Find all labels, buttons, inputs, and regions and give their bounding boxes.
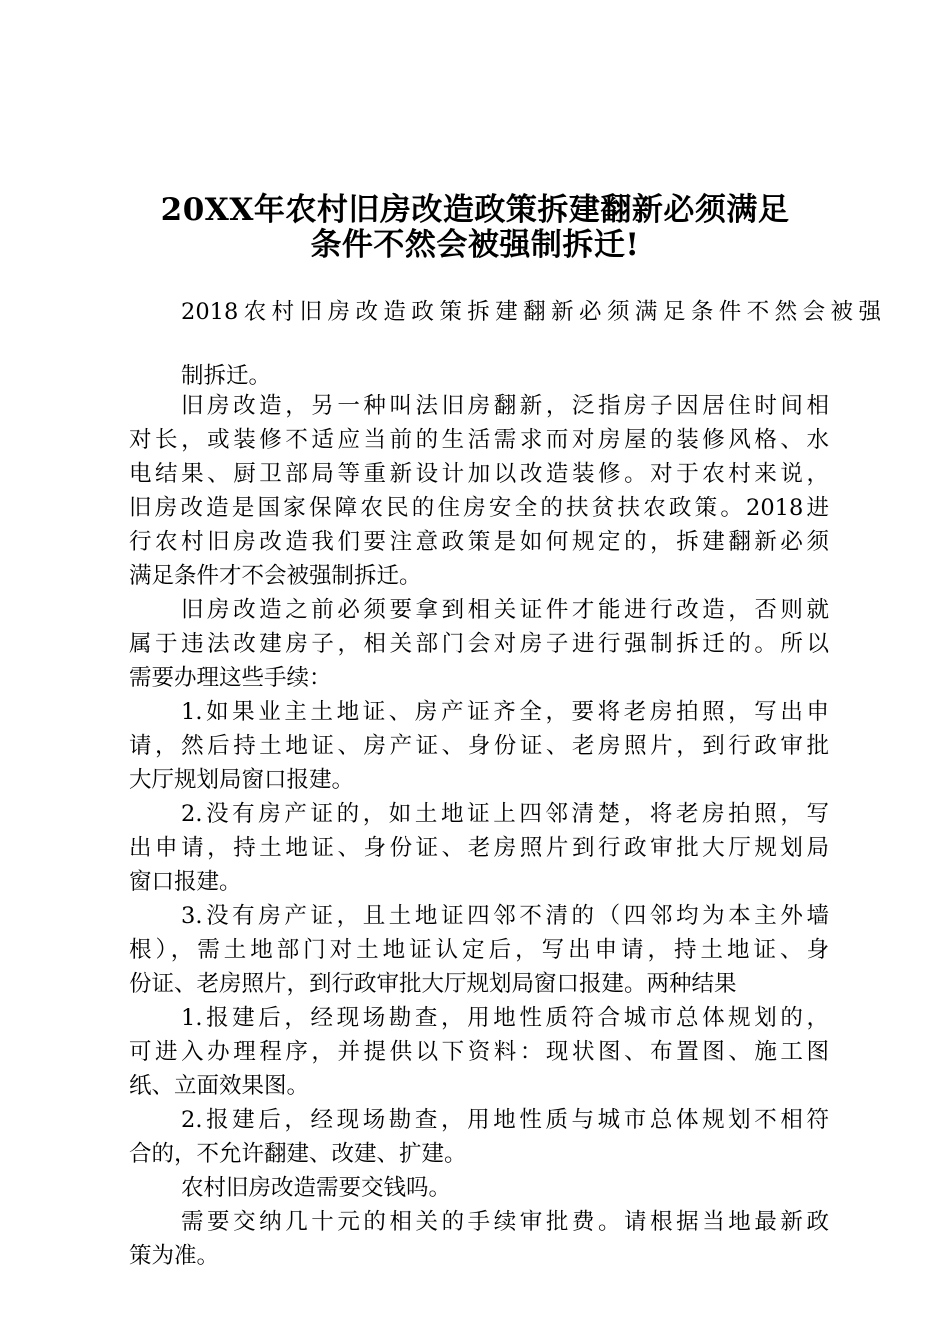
paragraph-line: 电结果、厨卫部局等重新设计加以改造装修。对于农村来说， <box>129 461 829 487</box>
paragraph-line: 旧房改造是国家保障农民的住房安全的扶贫扶农政策。2018进 <box>129 495 829 521</box>
paragraph-line: 属于违法改建房子，相关部门会对房子进行强制拆迁的。所以 <box>129 631 829 657</box>
paragraph-line: 纸、立面效果图。 <box>129 1073 310 1099</box>
paragraph-line: 合的，不允许翻建、改建、扩建。 <box>129 1141 467 1167</box>
paragraph-line: 农村旧房改造需要交钱吗。 <box>181 1175 452 1201</box>
paragraph-line: 2.没有房产证的，如土地证上四邻清楚，将老房拍照，写 <box>181 801 829 827</box>
paragraph-line: 请，然后持土地证、房产证、身份证、老房照片，到行政审批 <box>129 733 829 759</box>
paragraph-line: 对长，或装修不适应当前的生活需求而对房屋的装修风格、水 <box>129 427 829 453</box>
paragraph-line: 根），需土地部门对土地证认定后，写出申请，持土地证、身 <box>129 937 829 963</box>
paragraph-line: 旧房改造，另一种叫法旧房翻新，泛指房子因居住时间相 <box>181 393 829 419</box>
paragraph-line: 1.报建后，经现场勘查，用地性质符合城市总体规划的， <box>181 1005 829 1031</box>
paragraph-line: 需要办理这些手续： <box>129 665 332 691</box>
paragraph-line: 2018农村旧房改造政策拆建翻新必须满足条件不然会被强 <box>181 299 881 325</box>
paragraph-line: 旧房改造之前必须要拿到相关证件才能进行改造，否则就 <box>181 597 829 623</box>
paragraph-line: 行农村旧房改造我们要注意政策是如何规定的，拆建翻新必须 <box>129 529 829 555</box>
document-title-line-2: 条件不然会被强制拆迁! <box>310 227 640 263</box>
paragraph-line: 3.没有房产证，且土地证四邻不清的（四邻均为本主外墙 <box>181 903 829 929</box>
paragraph-line: 策为准。 <box>129 1243 220 1269</box>
document-title-line-1: 20XX年农村旧房改造政策拆建翻新必须满足 <box>160 192 790 228</box>
paragraph-line: 制拆迁。 <box>181 363 272 389</box>
paragraph-line: 可进入办理程序，并提供以下资料：现状图、布置图、施工图 <box>129 1039 829 1065</box>
paragraph-line: 需要交纳几十元的相关的手续审批费。请根据当地最新政 <box>181 1209 829 1235</box>
paragraph-line: 满足条件才不会被强制拆迁。 <box>129 563 422 589</box>
paragraph-line: 大厅规划局窗口报建。 <box>129 767 355 793</box>
paragraph-line: 份证、老房照片，到行政审批大厅规划局窗口报建。两种结果 <box>129 971 737 997</box>
paragraph-line: 窗口报建。 <box>129 869 242 895</box>
paragraph-line: 出申请，持土地证、身份证、老房照片到行政审批大厅规划局 <box>129 835 829 861</box>
paragraph-line: 1.如果业主土地证、房产证齐全，要将老房拍照，写出申 <box>181 699 829 725</box>
paragraph-line: 2.报建后，经现场勘查，用地性质与城市总体规划不相符 <box>181 1107 829 1133</box>
